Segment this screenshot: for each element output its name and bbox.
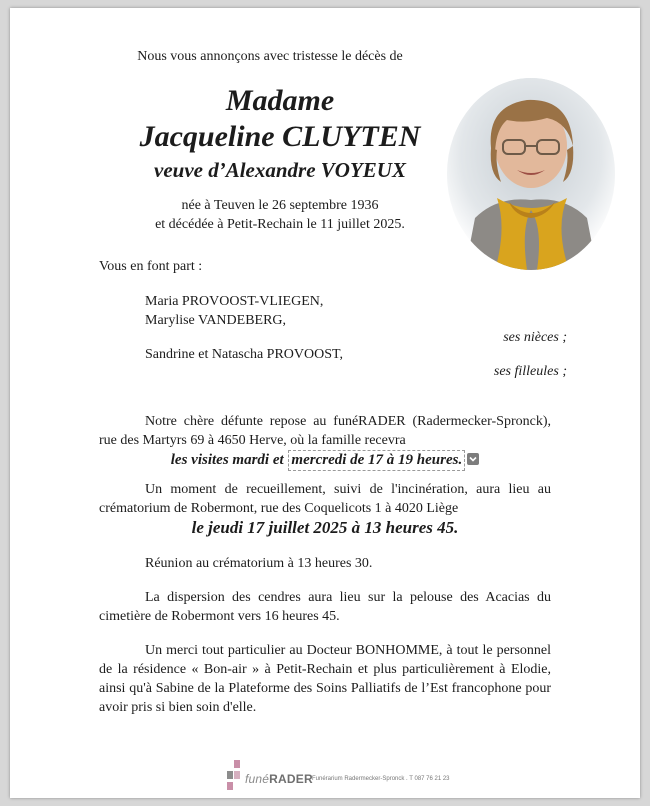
relation-nieces: ses nièces ; [503,330,567,345]
deceased-name: Jacqueline CLUYTEN [139,120,421,153]
rest-paragraph [99,412,551,471]
birth-line: née à Teuven le 26 septembre 1936 [181,198,379,213]
visits-line [99,450,551,471]
funeral-home-logo-icon [224,760,242,790]
dispersion-text: dispersion des cendres aura lieu sur la pelouse des Acacias du cimetière de Robermont vers 16 heures 45. [99,590,551,624]
family-line-2: Marylise VANDEBERG, [145,313,287,328]
portrait-photo [447,78,615,270]
visits-part-b: mercredi de 17 à 19 heures. [291,452,463,468]
family-line-1: Maria PROVOOST-VLIEGEN, [145,294,324,309]
footer-contact: Funérarium Radermecker-Spronck . T 087 76 21 23 [312,776,450,782]
intro-line: Nous vous annonçons avec tristesse le décès de [137,49,403,64]
visits-part-a: les visites mardi et [170,452,284,468]
portrait-illustration [447,78,615,270]
thanks-text: merci tout particulier au Docteur BONHOMME, à tout le personnel de la résidence « Bon-air » à Petit-Rechain et plus particulièrement à Elodie, ainsi qu'à Sabine de la Plateforme des Soins Palliatifs de l’Est francophone pour avoir pris si bien soin d'elle. [99,643,551,715]
meeting-line: Réunion au crématorium à 13 heures 30. [145,556,373,571]
thanks-lead: Un [145,643,163,658]
rest-lead: Notre [145,414,177,429]
obituary-page [10,8,640,798]
ceremony-lead: Un [145,482,163,497]
announcers-intro: Vous en font part : [99,259,203,274]
ceremony-text: moment de recueillement, suivi de l'incinération, aura lieu au crématorium de Robermont, rue des Coquelicots 1 à 4020 Liège [99,482,552,516]
ceremony-date: le jeudi 17 juillet 2025 à 13 heures 45. [191,518,459,537]
brand-fune: funé [245,772,270,786]
death-line: et décédée à Petit-Rechain le 11 juillet 2025. [155,217,405,232]
footer [10,760,640,790]
ceremony-paragraph [99,480,551,518]
widow-line: veuve d’Alexandre VOYEUX [154,158,406,182]
footer-brand [245,772,313,786]
visits-selection[interactable] [288,450,465,471]
family-line-3: Sandrine et Natascha PROVOOST, [145,347,344,362]
title-madame: Madame [225,84,335,117]
chevron-down-icon[interactable] [467,453,479,465]
dates-block [110,196,450,234]
thanks-paragraph [99,641,551,717]
brand-rader: RADER [269,772,313,786]
rest-text: chère défunte repose au funéRADER (Radermecker-Spronck), rue des Martyrs 69 à 4650 Herve, où la famille recevra [99,414,551,448]
dispersion-lead: La [145,590,160,605]
dispersion-paragraph [99,588,551,626]
relation-goddaughters: ses filleules ; [493,364,567,379]
meeting-paragraph [99,554,551,573]
